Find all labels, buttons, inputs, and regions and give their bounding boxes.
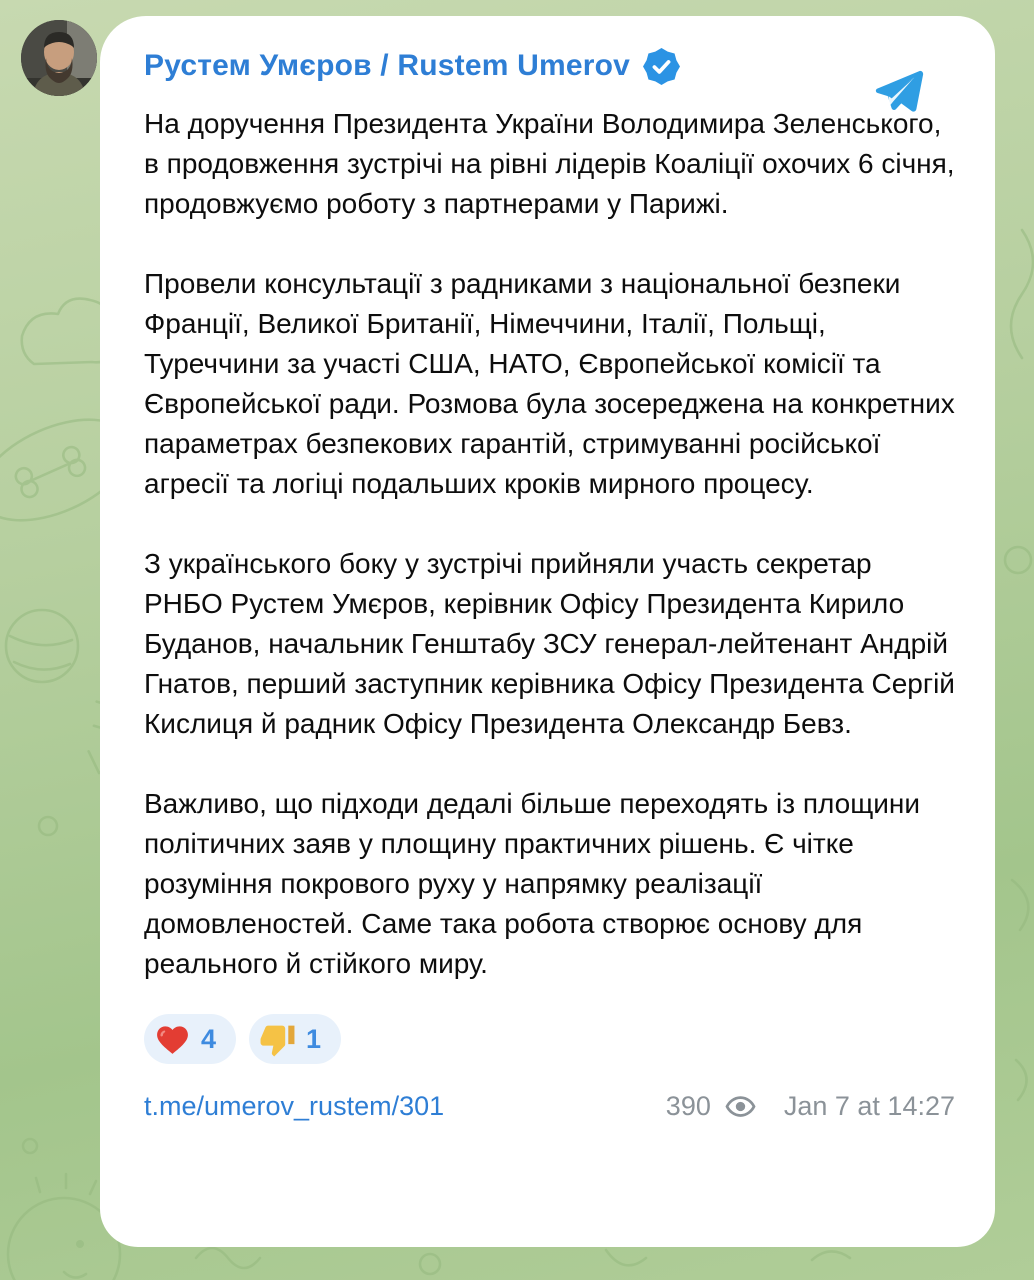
person-photo-icon — [21, 20, 97, 96]
channel-name-link[interactable]: Рустем Умєров / Rustem Umerov — [144, 49, 631, 82]
thumbs-down-emoji-icon — [259, 1021, 296, 1058]
post-paragraph: З українського боку у зустрічі прийняли участь секретар РНБО Рустем Умєров, керівник Офісу Президента Кирило Буданов, начальник Генштабу ЗСУ генерал-лейтенант Андрій Гнатов, перший заступник керівника Офісу Президента Сергій Кислиця й радник Офісу Президента Олександр Бевз. — [144, 548, 955, 739]
reactions-row — [144, 1014, 955, 1064]
reaction-count: 1 — [306, 1023, 322, 1054]
post-paragraph: Провели консультації з радниками з національної безпеки Франції, Великої Британії, Німеччини, Італії, Польщі, Туреччини за участі США, НАТО, Європейської комісії та Європейської ради. Розмова була зосереджена на конкретних параметрах безпекових гарантій, стримуванні російської агресії та логіці подальших кроків мирного процесу. — [144, 268, 955, 499]
reaction-heart-button[interactable] — [144, 1014, 236, 1064]
post-footer — [144, 1090, 955, 1123]
reaction-count: 4 — [201, 1023, 217, 1054]
telegram-plane-icon[interactable] — [871, 64, 925, 118]
post-header — [144, 42, 955, 90]
telegram-post-card — [100, 16, 995, 1247]
views-count: 390 — [665, 1091, 711, 1121]
post-paragraph: Важливо, що підходи дедалі більше переходять із площини політичних заяв у площину практичних рішень. Є чітке розуміння покрового руху у напрямку реалізації домовленостей. Саме така робота створює основу для реального й стійкого миру. — [144, 788, 920, 979]
heart-emoji-icon — [154, 1021, 191, 1058]
reaction-thumbs-down-button[interactable] — [249, 1014, 341, 1064]
post-timestamp: Jan 7 at 14:27 — [783, 1091, 955, 1121]
avatar[interactable] — [21, 20, 97, 96]
verified-badge-icon — [643, 48, 680, 85]
eye-icon — [724, 1090, 757, 1123]
post-permalink[interactable]: t.me/umerov_rustem/301 — [144, 1091, 445, 1121]
post-body — [144, 104, 955, 984]
post-paragraph: На доручення Президента України Володимира Зеленського, в продовження зустрічі на рівні лідерів Коаліції охочих 6 січня, продовжуємо роботу з партнерами у Парижі. — [144, 108, 955, 219]
post-meta — [666, 1090, 955, 1123]
